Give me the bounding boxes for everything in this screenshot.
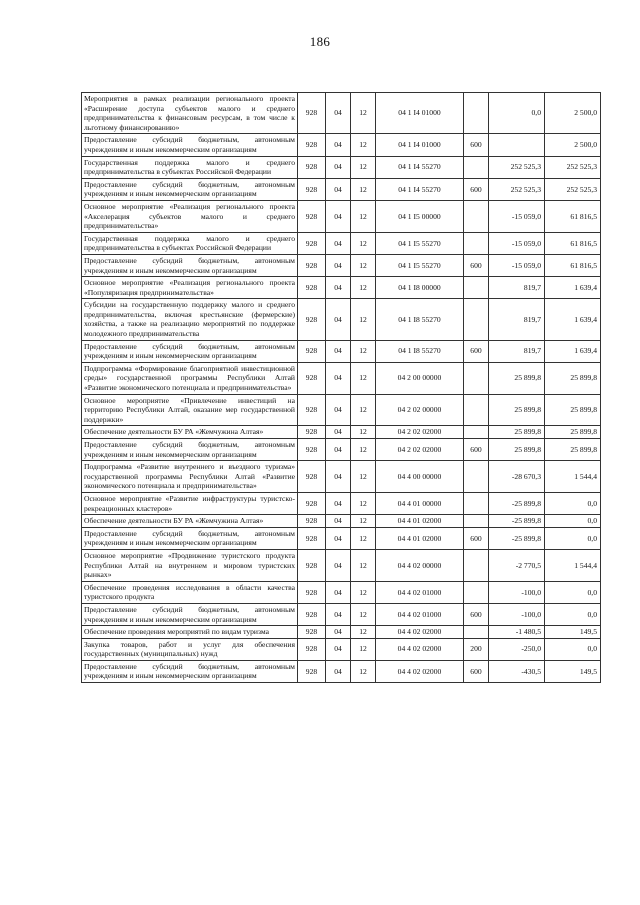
row-amount-1-cell: -25 899,8 bbox=[489, 515, 545, 528]
budget-table bbox=[81, 92, 601, 683]
row-subsection-cell: 12 bbox=[351, 232, 376, 254]
row-amount-2-cell: 252 525,3 bbox=[545, 178, 601, 200]
row-target-article-cell: 04 1 I4 01000 bbox=[376, 134, 464, 156]
row-target-article-cell: 04 4 02 01000 bbox=[376, 603, 464, 625]
row-section-cell: 04 bbox=[326, 232, 351, 254]
row-expense-type-cell bbox=[464, 93, 489, 134]
row-target-article-cell: 04 1 I8 55270 bbox=[376, 299, 464, 340]
row-section-cell: 04 bbox=[326, 426, 351, 439]
row-name-cell: Государственная поддержка малого и среднего предпринимательства в субъектах Российской Федерации bbox=[82, 156, 298, 178]
row-target-article-cell: 04 4 02 02000 bbox=[376, 626, 464, 639]
row-amount-2-cell: 0,0 bbox=[545, 638, 601, 660]
row-target-article-cell: 04 2 00 00000 bbox=[376, 362, 464, 394]
table-row bbox=[82, 515, 601, 528]
row-section-cell: 04 bbox=[326, 492, 351, 514]
row-amount-2-cell: 0,0 bbox=[545, 603, 601, 625]
page-number: 186 bbox=[309, 34, 331, 49]
row-amount-2-cell: 1 639,4 bbox=[545, 340, 601, 362]
table-row bbox=[82, 660, 601, 682]
row-amount-1-cell: -430,5 bbox=[489, 660, 545, 682]
row-amount-2-cell: 2 500,0 bbox=[545, 134, 601, 156]
row-name-cell: Субсидии на государственную поддержку малого и среднего предпринимательства, включая крестьянские (фермерские) хозяйства, а также на реализацию мероприятий по поддержке молодежного предпринимательства bbox=[82, 299, 298, 340]
row-subsection-cell: 12 bbox=[351, 581, 376, 603]
table-row bbox=[82, 254, 601, 276]
table-row bbox=[82, 527, 601, 549]
row-admin-code-cell: 928 bbox=[298, 156, 326, 178]
table-row bbox=[82, 200, 601, 232]
row-subsection-cell: 12 bbox=[351, 461, 376, 493]
row-section-cell: 04 bbox=[326, 581, 351, 603]
row-name-cell: Предоставление субсидий бюджетным, автономным учреждениям и иным некоммерческим организациям bbox=[82, 254, 298, 276]
row-amount-2-cell: 25 899,8 bbox=[545, 362, 601, 394]
row-amount-2-cell: 61 816,5 bbox=[545, 200, 601, 232]
row-amount-1-cell: -25 899,8 bbox=[489, 492, 545, 514]
row-amount-1-cell: 252 525,3 bbox=[489, 156, 545, 178]
row-section-cell: 04 bbox=[326, 277, 351, 299]
row-section-cell: 04 bbox=[326, 156, 351, 178]
row-admin-code-cell: 928 bbox=[298, 362, 326, 394]
row-admin-code-cell: 928 bbox=[298, 394, 326, 426]
row-amount-2-cell: 0,0 bbox=[545, 581, 601, 603]
table-row bbox=[82, 603, 601, 625]
row-target-article-cell: 04 1 I8 55270 bbox=[376, 340, 464, 362]
row-subsection-cell: 12 bbox=[351, 340, 376, 362]
row-amount-2-cell: 1 544,4 bbox=[545, 549, 601, 581]
row-amount-1-cell: -25 899,8 bbox=[489, 527, 545, 549]
row-expense-type-cell bbox=[464, 549, 489, 581]
row-section-cell: 04 bbox=[326, 626, 351, 639]
row-expense-type-cell bbox=[464, 426, 489, 439]
row-section-cell: 04 bbox=[326, 394, 351, 426]
row-admin-code-cell: 928 bbox=[298, 200, 326, 232]
row-amount-2-cell: 2 500,0 bbox=[545, 93, 601, 134]
row-subsection-cell: 12 bbox=[351, 134, 376, 156]
row-amount-1-cell: -100,0 bbox=[489, 581, 545, 603]
row-subsection-cell: 12 bbox=[351, 439, 376, 461]
row-section-cell: 04 bbox=[326, 527, 351, 549]
row-amount-2-cell: 0,0 bbox=[545, 492, 601, 514]
row-expense-type-cell bbox=[464, 232, 489, 254]
row-target-article-cell: 04 1 I4 55270 bbox=[376, 178, 464, 200]
row-amount-1-cell bbox=[489, 134, 545, 156]
row-subsection-cell: 12 bbox=[351, 93, 376, 134]
row-admin-code-cell: 928 bbox=[298, 277, 326, 299]
row-target-article-cell: 04 2 02 02000 bbox=[376, 426, 464, 439]
row-admin-code-cell: 928 bbox=[298, 232, 326, 254]
row-name-cell: Предоставление субсидий бюджетным, автономным учреждениям и иным некоммерческим организациям bbox=[82, 603, 298, 625]
table-row bbox=[82, 340, 601, 362]
row-target-article-cell: 04 4 02 01000 bbox=[376, 581, 464, 603]
row-expense-type-cell: 600 bbox=[464, 527, 489, 549]
row-amount-2-cell: 61 816,5 bbox=[545, 254, 601, 276]
row-subsection-cell: 12 bbox=[351, 362, 376, 394]
row-admin-code-cell: 928 bbox=[298, 254, 326, 276]
row-amount-2-cell: 25 899,8 bbox=[545, 439, 601, 461]
row-name-cell: Основное мероприятие «Продвижение туристского продукта Республики Алтай на внутреннем и мировом туристских рынках» bbox=[82, 549, 298, 581]
row-subsection-cell: 12 bbox=[351, 394, 376, 426]
row-amount-1-cell: -100,0 bbox=[489, 603, 545, 625]
row-section-cell: 04 bbox=[326, 340, 351, 362]
row-admin-code-cell: 928 bbox=[298, 492, 326, 514]
table-row bbox=[82, 626, 601, 639]
row-admin-code-cell: 928 bbox=[298, 515, 326, 528]
row-subsection-cell: 12 bbox=[351, 515, 376, 528]
row-target-article-cell: 04 4 01 02000 bbox=[376, 515, 464, 528]
table-row bbox=[82, 232, 601, 254]
row-amount-2-cell: 149,5 bbox=[545, 626, 601, 639]
row-section-cell: 04 bbox=[326, 461, 351, 493]
row-target-article-cell: 04 2 02 02000 bbox=[376, 439, 464, 461]
table-row bbox=[82, 299, 601, 340]
row-subsection-cell: 12 bbox=[351, 254, 376, 276]
table-row bbox=[82, 156, 601, 178]
row-expense-type-cell bbox=[464, 515, 489, 528]
row-target-article-cell: 04 4 02 02000 bbox=[376, 638, 464, 660]
row-admin-code-cell: 928 bbox=[298, 638, 326, 660]
table-row bbox=[82, 426, 601, 439]
row-amount-1-cell: -2 770,5 bbox=[489, 549, 545, 581]
row-amount-1-cell: -28 670,3 bbox=[489, 461, 545, 493]
table-row bbox=[82, 492, 601, 514]
row-target-article-cell: 04 1 I8 00000 bbox=[376, 277, 464, 299]
row-name-cell: Предоставление субсидий бюджетным, автономным учреждениям и иным некоммерческим организациям bbox=[82, 178, 298, 200]
row-section-cell: 04 bbox=[326, 134, 351, 156]
row-target-article-cell: 04 4 01 00000 bbox=[376, 492, 464, 514]
row-section-cell: 04 bbox=[326, 299, 351, 340]
row-expense-type-cell bbox=[464, 299, 489, 340]
row-admin-code-cell: 928 bbox=[298, 93, 326, 134]
row-subsection-cell: 12 bbox=[351, 299, 376, 340]
row-expense-type-cell bbox=[464, 394, 489, 426]
row-section-cell: 04 bbox=[326, 178, 351, 200]
row-name-cell: Основное мероприятие «Реализация регионального проекта «Популяризация предпринимательства» bbox=[82, 277, 298, 299]
row-expense-type-cell: 600 bbox=[464, 439, 489, 461]
row-expense-type-cell bbox=[464, 492, 489, 514]
row-amount-2-cell: 252 525,3 bbox=[545, 156, 601, 178]
row-target-article-cell: 04 4 02 00000 bbox=[376, 549, 464, 581]
row-expense-type-cell: 600 bbox=[464, 178, 489, 200]
row-admin-code-cell: 928 bbox=[298, 549, 326, 581]
table-row bbox=[82, 439, 601, 461]
row-name-cell: Предоставление субсидий бюджетным, автономным учреждениям и иным некоммерческим организациям bbox=[82, 134, 298, 156]
row-amount-2-cell: 0,0 bbox=[545, 527, 601, 549]
row-amount-1-cell: 252 525,3 bbox=[489, 178, 545, 200]
row-amount-1-cell: 25 899,8 bbox=[489, 362, 545, 394]
row-target-article-cell: 04 1 I5 55270 bbox=[376, 254, 464, 276]
row-admin-code-cell: 928 bbox=[298, 134, 326, 156]
row-admin-code-cell: 928 bbox=[298, 527, 326, 549]
row-name-cell: Предоставление субсидий бюджетным, автономным учреждениям и иным некоммерческим организациям bbox=[82, 439, 298, 461]
row-amount-1-cell: -15 059,0 bbox=[489, 232, 545, 254]
row-section-cell: 04 bbox=[326, 515, 351, 528]
row-admin-code-cell: 928 bbox=[298, 603, 326, 625]
row-section-cell: 04 bbox=[326, 362, 351, 394]
row-amount-1-cell: 819,7 bbox=[489, 277, 545, 299]
row-expense-type-cell bbox=[464, 461, 489, 493]
table-row bbox=[82, 362, 601, 394]
row-admin-code-cell: 928 bbox=[298, 426, 326, 439]
row-target-article-cell: 04 4 02 02000 bbox=[376, 660, 464, 682]
row-amount-1-cell: 25 899,8 bbox=[489, 439, 545, 461]
row-amount-1-cell: 25 899,8 bbox=[489, 394, 545, 426]
row-subsection-cell: 12 bbox=[351, 178, 376, 200]
row-admin-code-cell: 928 bbox=[298, 461, 326, 493]
table-row bbox=[82, 277, 601, 299]
row-name-cell: Основное мероприятие «Развитие инфраструктуры туристско-рекреационных кластеров» bbox=[82, 492, 298, 514]
table-row bbox=[82, 178, 601, 200]
table-row bbox=[82, 93, 601, 134]
row-name-cell: Обеспечение проведения мероприятий по видам туризма bbox=[82, 626, 298, 639]
row-admin-code-cell: 928 bbox=[298, 299, 326, 340]
row-expense-type-cell bbox=[464, 362, 489, 394]
row-target-article-cell: 04 1 I4 01000 bbox=[376, 93, 464, 134]
table-row bbox=[82, 581, 601, 603]
row-name-cell: Обеспечение деятельности БУ РА «Жемчужина Алтая» bbox=[82, 515, 298, 528]
row-amount-2-cell: 0,0 bbox=[545, 515, 601, 528]
row-amount-1-cell: -1 480,5 bbox=[489, 626, 545, 639]
row-name-cell: Основное мероприятие «Привлечение инвестиций на территорию Республики Алтай, оказание мер государственной поддержки» bbox=[82, 394, 298, 426]
row-subsection-cell: 12 bbox=[351, 277, 376, 299]
row-amount-2-cell: 1 639,4 bbox=[545, 277, 601, 299]
row-amount-1-cell: 819,7 bbox=[489, 340, 545, 362]
table-row bbox=[82, 549, 601, 581]
row-subsection-cell: 12 bbox=[351, 527, 376, 549]
row-subsection-cell: 12 bbox=[351, 603, 376, 625]
row-admin-code-cell: 928 bbox=[298, 626, 326, 639]
row-subsection-cell: 12 bbox=[351, 200, 376, 232]
row-name-cell: Обеспечение деятельности БУ РА «Жемчужина Алтая» bbox=[82, 426, 298, 439]
row-expense-type-cell: 600 bbox=[464, 134, 489, 156]
row-subsection-cell: 12 bbox=[351, 660, 376, 682]
row-name-cell: Подпрограмма «Развитие внутреннего и въездного туризма» государственной программы Республики Алтай «Развитие экономического потенциала и предпринимательства» bbox=[82, 461, 298, 493]
row-section-cell: 04 bbox=[326, 93, 351, 134]
row-amount-2-cell: 1 639,4 bbox=[545, 299, 601, 340]
row-amount-2-cell: 61 816,5 bbox=[545, 232, 601, 254]
row-target-article-cell: 04 1 I5 00000 bbox=[376, 200, 464, 232]
row-subsection-cell: 12 bbox=[351, 549, 376, 581]
table-row bbox=[82, 134, 601, 156]
row-name-cell: Основное мероприятие «Реализация регионального проекта «Акселерация субъектов малого и среднего предпринимательства» bbox=[82, 200, 298, 232]
row-amount-2-cell: 149,5 bbox=[545, 660, 601, 682]
table-body bbox=[82, 93, 601, 683]
row-target-article-cell: 04 4 00 00000 bbox=[376, 461, 464, 493]
row-expense-type-cell: 600 bbox=[464, 603, 489, 625]
row-expense-type-cell bbox=[464, 156, 489, 178]
row-subsection-cell: 12 bbox=[351, 492, 376, 514]
row-amount-1-cell: -250,0 bbox=[489, 638, 545, 660]
row-admin-code-cell: 928 bbox=[298, 178, 326, 200]
row-amount-2-cell: 1 544,4 bbox=[545, 461, 601, 493]
row-subsection-cell: 12 bbox=[351, 156, 376, 178]
row-section-cell: 04 bbox=[326, 439, 351, 461]
row-amount-1-cell: -15 059,0 bbox=[489, 254, 545, 276]
table-row bbox=[82, 394, 601, 426]
row-section-cell: 04 bbox=[326, 638, 351, 660]
row-admin-code-cell: 928 bbox=[298, 340, 326, 362]
row-name-cell: Закупка товаров, работ и услуг для обеспечения государственных (муниципальных) нужд bbox=[82, 638, 298, 660]
row-subsection-cell: 12 bbox=[351, 426, 376, 439]
row-name-cell: Предоставление субсидий бюджетным, автономным учреждениям и иным некоммерческим организациям bbox=[82, 660, 298, 682]
row-admin-code-cell: 928 bbox=[298, 439, 326, 461]
row-expense-type-cell: 600 bbox=[464, 660, 489, 682]
row-name-cell: Государственная поддержка малого и среднего предпринимательства в субъектах Российской Федерации bbox=[82, 232, 298, 254]
row-target-article-cell: 04 1 I5 55270 bbox=[376, 232, 464, 254]
row-subsection-cell: 12 bbox=[351, 626, 376, 639]
table-row bbox=[82, 638, 601, 660]
row-expense-type-cell bbox=[464, 581, 489, 603]
row-section-cell: 04 bbox=[326, 660, 351, 682]
row-amount-1-cell: 25 899,8 bbox=[489, 426, 545, 439]
row-expense-type-cell: 600 bbox=[464, 340, 489, 362]
row-target-article-cell: 04 1 I4 55270 bbox=[376, 156, 464, 178]
row-name-cell: Подпрограмма «Формирование благоприятной инвестиционной среды» государственной программы Республики Алтай «Развитие экономического потенциала и предпринимательства» bbox=[82, 362, 298, 394]
row-section-cell: 04 bbox=[326, 549, 351, 581]
row-expense-type-cell bbox=[464, 626, 489, 639]
row-name-cell: Предоставление субсидий бюджетным, автономным учреждениям и иным некоммерческим организациям bbox=[82, 527, 298, 549]
row-amount-1-cell: 819,7 bbox=[489, 299, 545, 340]
row-amount-2-cell: 25 899,8 bbox=[545, 394, 601, 426]
row-name-cell: Обеспечение проведения исследования в области качества туристского продукта bbox=[82, 581, 298, 603]
row-name-cell: Предоставление субсидий бюджетным, автономным учреждениям и иным некоммерческим организациям bbox=[82, 340, 298, 362]
row-section-cell: 04 bbox=[326, 200, 351, 232]
row-admin-code-cell: 928 bbox=[298, 581, 326, 603]
row-name-cell: Мероприятия в рамках реализации регионального проекта «Расширение доступа субъектов малого и среднего предпринимательства к финансовым ресурсам, в том числе к льготному финансированию» bbox=[82, 93, 298, 134]
row-subsection-cell: 12 bbox=[351, 638, 376, 660]
row-section-cell: 04 bbox=[326, 254, 351, 276]
row-target-article-cell: 04 4 01 02000 bbox=[376, 527, 464, 549]
row-amount-1-cell: -15 059,0 bbox=[489, 200, 545, 232]
row-amount-1-cell: 0,0 bbox=[489, 93, 545, 134]
row-amount-2-cell: 25 899,8 bbox=[545, 426, 601, 439]
row-expense-type-cell bbox=[464, 277, 489, 299]
row-admin-code-cell: 928 bbox=[298, 660, 326, 682]
row-section-cell: 04 bbox=[326, 603, 351, 625]
row-expense-type-cell bbox=[464, 200, 489, 232]
row-expense-type-cell: 200 bbox=[464, 638, 489, 660]
row-target-article-cell: 04 2 02 00000 bbox=[376, 394, 464, 426]
row-expense-type-cell: 600 bbox=[464, 254, 489, 276]
table-row bbox=[82, 461, 601, 493]
